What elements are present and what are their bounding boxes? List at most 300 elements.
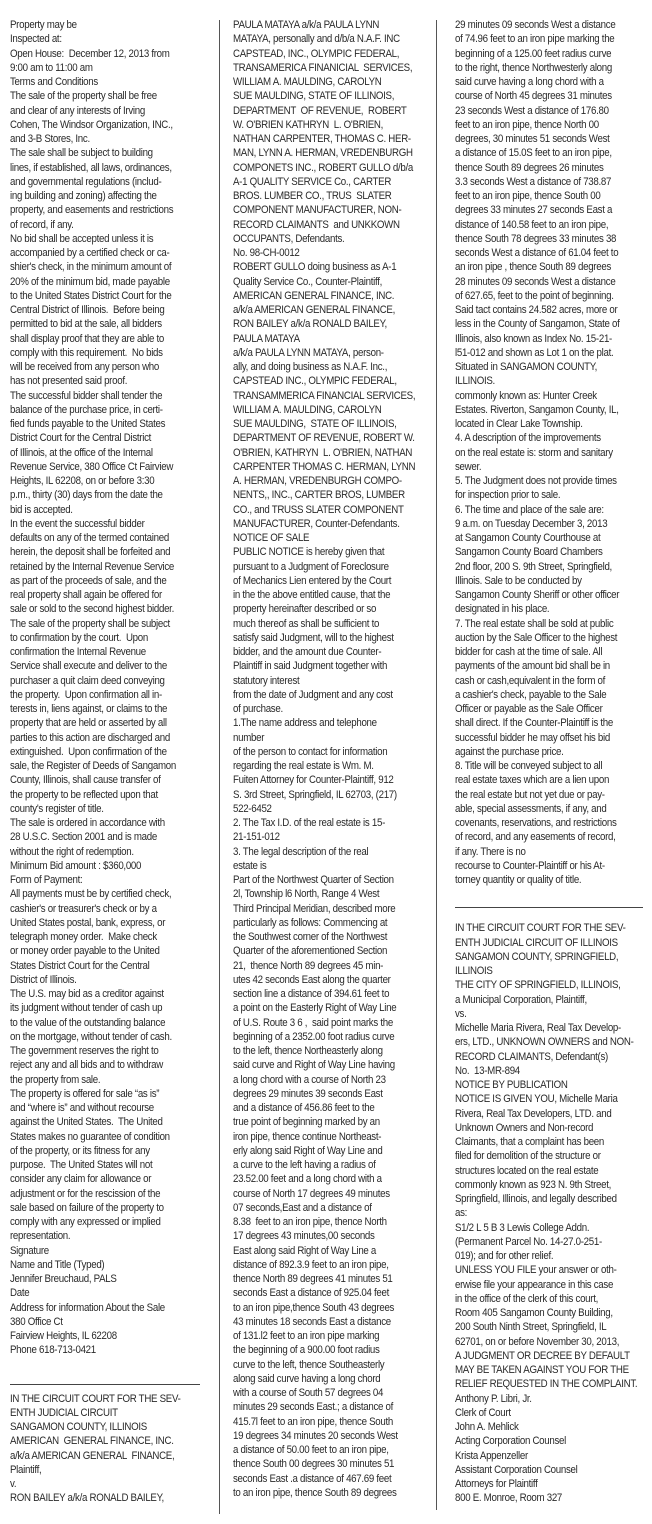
text-line: said curve having a long chord with a (455, 76, 604, 88)
text-line: Situated in SANGAMON COUNTY, (455, 361, 598, 373)
text-line: defaults on any of the termed contained (10, 532, 169, 544)
text-line: District of Illinois. (10, 973, 77, 986)
text-line: thence South 78 degrees 33 minutes 38 (455, 232, 617, 245)
text-line: Room 405 Sangamon County Building, (455, 1307, 613, 1319)
text-line: of record, and any easements of record, (455, 831, 616, 844)
text-line: W. O'BRIEN KATHRYN L. O'BRIEN, (233, 118, 384, 131)
text-line: to the United States District Court for the (10, 289, 172, 302)
text-line: Plaintiff in said Judgment together with (233, 660, 388, 673)
text-line: The government reserves the right to (10, 1045, 159, 1057)
text-line: RECORD CLAIMANTS, Defendant(s) (455, 1050, 608, 1063)
text-line: structures located on the real estate (455, 1164, 599, 1177)
text-line: successful bidder he may offset his bid (455, 731, 610, 744)
text-line: at Sangamon County Courthouse at (455, 532, 601, 544)
text-line: along said curve having a long chord (233, 1372, 381, 1385)
text-line: designated in his place. (455, 603, 550, 616)
text-line: thence South 00 degrees 30 minutes 51 (233, 1458, 395, 1471)
text-line: DEPARTMENT OF REVENUE, ROBERT (233, 104, 407, 117)
text-line: District Court for the Central District (10, 432, 152, 445)
text-line: SUE MAULDING, STATE OF ILLINOIS, (233, 418, 397, 430)
text-line: RON BAILEY a/k/a RONALD BAILEY, (10, 1492, 164, 1505)
text-line: CO., and TRUSS SLATER COMPONENT (233, 503, 404, 516)
text-line: of record, if any. (10, 218, 74, 231)
column-divider (219, 20, 220, 1514)
text-line: RON BAILEY a/k/a RONALD BAILEY, (233, 318, 387, 331)
notice-circuit-court-american-general-finance (10, 1392, 200, 1506)
text-line: the property. Upon confirmation all in- (10, 688, 162, 701)
text-line: degrees 33 minutes 27 seconds East a (455, 204, 613, 217)
text-line: p.m., thirty (30) days from the date the (10, 489, 163, 502)
text-line: adjustment or for the rescission of the (10, 1187, 161, 1200)
text-line: Form of Payment: (10, 874, 83, 886)
text-line: its judgment without tender of cash up (10, 1002, 163, 1015)
text-line: erwise file your appearance in this case (455, 1278, 614, 1291)
text-line: of 627.65, feet to the point of beginning. (455, 289, 614, 302)
text-line: ILLINOIS (455, 965, 493, 977)
text-line: minutes 29 seconds East.; a distance of (233, 1401, 394, 1414)
text-line: a point on the Easterly Right of Way Line (233, 1002, 397, 1015)
text-line: from the date of Judgment and any cost (233, 688, 393, 701)
text-line: as part of the proceeds of sale, and the (10, 574, 167, 587)
text-line: regarding the real estate is Wm. M. (233, 760, 374, 772)
text-line: 2nd floor, 200 S. 9th Street, Springfield, (455, 560, 612, 573)
text-line: commonly known as 923 N. 9th Street, (455, 1178, 612, 1191)
text-line: PAULA MATAYA (233, 332, 300, 345)
text-line: payments of the amount bid shall be in (455, 660, 610, 673)
text-line: 800 E. Monroe, Room 327 (455, 1492, 563, 1505)
text-line: shall display proof that they are able to (10, 332, 165, 345)
text-line: statutory interest (233, 674, 300, 687)
text-line: satisfy said Judgment, will to the highest (233, 631, 394, 644)
text-line: utes 42 seconds East along the quarter (233, 973, 391, 986)
text-line: will be received from any person who (10, 361, 160, 373)
text-line: feet to an iron pipe, thence South 00 (455, 190, 601, 202)
text-line: a long chord with a course of North 23 (233, 1073, 386, 1086)
text-line: ing building and zoning) affecting the (10, 190, 157, 202)
text-line: East along said Right of Way Line a (233, 1244, 377, 1257)
text-line: degrees 29 minutes 39 seconds East (233, 1087, 383, 1100)
text-line: to the value of the outstanding balance (10, 1016, 166, 1029)
text-line: a distance of 50.00 feet to an iron pipe, (233, 1444, 389, 1456)
text-line: ers, LTD., UNKNOWN OWNERS and NON- (455, 1036, 634, 1049)
text-line: the Southwest corner of the Northwest (233, 931, 388, 943)
text-line: NENTS,, INC., CARTER BROS, LUMBER (233, 489, 405, 502)
text-line: representation. (10, 1230, 71, 1243)
text-line: distance of 892.3.9 feet to an iron pipe, (233, 1258, 389, 1271)
text-line: confirmation the Internal Revenue (10, 646, 146, 658)
text-line: sale or sold to the second highest bidder. (10, 603, 174, 616)
text-line: The sale shall be subject to building (10, 147, 153, 160)
text-line: IN THE CIRCUIT COURT FOR THE SEV- (455, 922, 626, 935)
text-line: O'BRIEN, KATHRYN L. O'BRIEN, NATHAN (233, 446, 413, 459)
text-line: cashier's or treasurer's check or by a (10, 902, 157, 915)
text-line: and “where is” and without recourse (10, 1102, 154, 1114)
text-line: NOTICE OF SALE (233, 532, 310, 544)
text-line: iron pipe, thence continue Northeast- (233, 1130, 382, 1143)
notice-sale-legal-description-continued (455, 18, 652, 887)
notice-by-publication-springfield (455, 921, 652, 1505)
text-line: RECORD CLAIMANTS and UNKKOWN (233, 218, 400, 231)
text-line: NOTICE BY PUBLICATION (455, 1079, 568, 1091)
text-line: real estate taxes which are a lien upon (455, 774, 610, 787)
text-line: to the right, thence Northwesterly along (455, 61, 613, 74)
text-line: CAPSTEAD INC., OLYMPIC FEDERAL, (233, 375, 397, 388)
text-line: accompanied by a certified check or ca- (10, 247, 170, 259)
text-line: TRANSAMMERICA FINANCIAL SERVICES, (233, 389, 416, 402)
text-line: 43 minutes 18 seconds East a distance (233, 1315, 391, 1328)
text-line: S. 3rd Street, Springfield, IL 62703, (217) (233, 788, 397, 801)
text-line: number (233, 731, 265, 744)
text-line: with a course of South 57 degrees 04 (233, 1387, 384, 1399)
text-line: much thereof as shall be sufficient to (233, 617, 380, 630)
text-line: WILLIAM A. MAULDING, CAROLYN (233, 76, 382, 88)
text-line: 20% of the minimum bid, made payable (10, 275, 170, 288)
text-line: located in Clear Lake Township. (455, 418, 583, 430)
text-line: MAY BE TAKEN AGAINST YOU FOR THE (455, 1364, 629, 1376)
text-line: of purchase. (233, 703, 283, 715)
text-line: bidder, and the amount due Counter- (233, 646, 382, 658)
text-line: Signature (10, 1244, 49, 1257)
text-line: and clear of any interests of Irving (10, 104, 145, 117)
text-line: beginning of a 2352.00 foot radius curve (233, 1030, 395, 1043)
text-line: vs. (455, 1007, 467, 1020)
text-line: Michelle Maria Rivera, Real Tax Develop- (455, 1022, 621, 1034)
text-line: extinguished. Upon confirmation of the (10, 745, 167, 758)
text-line: curve to the left, thence Southeasterly (233, 1358, 385, 1371)
text-line: Terms and Conditions (10, 76, 98, 88)
text-line: in the the above entitled cause, that the (233, 589, 391, 601)
text-line: 2l, Township l6 North, Range 4 West (233, 888, 380, 901)
text-line: of 74.96 feet to an iron pipe marking the (455, 33, 615, 46)
text-line: Heights, IL 62208, on or before 3:30 (10, 475, 155, 487)
text-line: Anthony P. Libri, Jr. (455, 1392, 532, 1405)
text-line: Krista Appenzeller (455, 1449, 528, 1462)
text-line: a/k/a AMERICAN GENERAL FINANCE, (10, 1449, 175, 1462)
text-line: particularly as follows: Commencing at (233, 916, 388, 929)
text-line: Inspected at: (10, 33, 62, 46)
text-line: and 3-B Stores, Inc. (10, 133, 90, 145)
text-line: Claimants, that a complaint has been (455, 1136, 605, 1148)
text-line: property that are held or asserted by all (10, 717, 167, 730)
text-line: has not presented said proof. (10, 375, 128, 388)
text-line: the property to be reflected upon that (10, 788, 158, 801)
text-line: The sale of the property shall be subject (10, 617, 170, 630)
text-line: of U.S. Route 3 6 , said point marks the (233, 1016, 393, 1029)
text-line: Address for information About the Sale (10, 1301, 165, 1314)
text-line: shier's check, in the minimum amount of (10, 261, 172, 274)
text-line: SUE MAULDING, STATE OF ILLINOIS, (233, 90, 395, 103)
text-line: an iron pipe , thence South 89 degrees (455, 261, 612, 274)
text-line: v. (10, 1478, 17, 1490)
text-line: consider any claim for allowance or (10, 1173, 152, 1186)
text-line: the beginning of a 900.00 foot radius (233, 1344, 380, 1357)
text-line: Officer or payable as the Sale Officer (455, 703, 603, 715)
text-line: 8. Title will be conveyed subject to all (455, 760, 603, 772)
text-line: A JUDGMENT OR DECREE BY DEFAULT (455, 1349, 630, 1362)
text-line: shall direct. If the Counter-Plaintiff is the (455, 717, 613, 730)
text-line: comply with any expressed or implied (10, 1216, 161, 1228)
text-line: Quality Service Co., Counter-Plaintiff, (233, 275, 382, 288)
text-line: terests in, liens against, or claims to the (10, 703, 168, 715)
text-line: PAULA MATAYA a/k/a PAULA LYNN (233, 19, 380, 31)
text-line: balance of the purchase price, in certi- (10, 403, 163, 416)
notice-separator-rule (455, 907, 643, 908)
text-line: without the right of redemption. (10, 845, 134, 858)
text-line: comply with this requirement. No bids (10, 346, 163, 359)
text-line: 4. A description of the improvements (455, 432, 601, 445)
text-line: Illinois. Sale to be conducted by (455, 574, 582, 587)
text-line: A-1 QUALITY SERVICE Co., CARTER (233, 175, 392, 188)
text-line: telegraph money order. Make check (10, 931, 157, 943)
text-line: 17 degrees 43 minutes,00 seconds (233, 1230, 375, 1243)
text-line: permitted to bid at the sale, all bidders (10, 318, 162, 331)
text-line: 7. The real estate shall be sold at public (455, 617, 614, 630)
text-line: 9:00 am to 11:00 am (10, 61, 93, 74)
text-line: NATHAN CARPENTER, THOMAS C. HER- (233, 133, 411, 145)
text-line: Open House: December 12, 2013 from (10, 47, 170, 60)
text-line: Part of the Northwest Quarter of Section (233, 874, 394, 886)
text-line: CAPSTEAD, INC., OLYMPIC FEDERAL, (233, 47, 400, 60)
text-line: real property shall again be offered for (10, 589, 162, 601)
text-line: thence North 89 degrees 41 minutes 51 (233, 1273, 393, 1285)
notice-irs-property-sale (10, 18, 200, 1358)
text-line: thence South 89 degrees 26 minutes (455, 161, 604, 174)
text-line: and a distance of 456.86 feet to the (233, 1102, 375, 1114)
text-line: 5. The Judgment does not provide times (455, 475, 617, 487)
text-line: 23.52.00 feet and a long chord with a (233, 1173, 382, 1186)
text-line: property, and easements and restrictions (10, 204, 174, 217)
text-line: course of North 45 degrees 31 minutes (455, 90, 612, 103)
text-line: In the event the successful bidder (10, 517, 145, 530)
text-line: to an iron pipe, thence South 89 degrees (233, 1486, 397, 1499)
text-line: reject any and all bids and to withdraw (10, 1059, 163, 1072)
text-line: 522-6452 (233, 802, 272, 815)
text-line: section line a distance of 394.61 feet to (233, 988, 390, 1000)
text-line: 3. The legal description of the real (233, 845, 369, 858)
text-line: feet to an iron pipe, thence North 00 (455, 118, 599, 131)
text-line: filed for demolition of the structure or (455, 1150, 601, 1163)
text-line: Phone 618-713-0421 (10, 1344, 96, 1357)
text-line: No. 13-MR-894 (455, 1064, 520, 1077)
text-line: 28 U.S.C. Section 2001 and is made (10, 831, 157, 844)
text-line: against the purchase price. (455, 745, 564, 758)
text-line: recourse to Counter-Plaintiff or his At- (455, 859, 605, 872)
text-line: distance of 140.58 feet to an iron pipe, (455, 218, 609, 231)
text-line: Property may be (10, 19, 77, 31)
text-line: Service shall execute and deliver to the (10, 660, 168, 673)
text-line: herein, the deposit shall be forfeited and (10, 546, 171, 559)
text-line: a/k/a PAULA LYNN MATAYA, person- (233, 346, 384, 359)
text-line: 8.38 feet to an iron pipe, thence North (233, 1216, 387, 1228)
text-line: to an iron pipe,thence South 43 degrees (233, 1301, 395, 1314)
text-line: bidder for cash at the time of sale. All (455, 646, 603, 658)
text-line: United States postal, bank, express, or (10, 916, 166, 929)
text-line: Sangamon County Board Chambers (455, 546, 603, 559)
text-line: purchaser a quit claim deed conveying (10, 674, 165, 687)
text-line: States makes no guarantee of condition (10, 1130, 170, 1143)
text-line: on the real estate is: storm and sanitary (455, 446, 613, 459)
text-line: Springfield, Illinois, and legally described (455, 1193, 617, 1205)
text-line: beginning of a 125.00 feet radius curve (455, 47, 612, 60)
text-line: No bid shall be accepted unless it is (10, 232, 154, 245)
text-line: The sale of the property shall be free (10, 90, 157, 103)
text-line: DEPARTMENT OF REVENUE, ROBERT W. (233, 432, 415, 445)
text-line: Central District of Illinois. Before being (10, 304, 165, 316)
text-line: Quarter of the aforementioned Section (233, 945, 388, 958)
text-line: SANGAMON COUNTY, SPRINGFIELD, (455, 950, 619, 963)
text-line: parties to this action are discharged and (10, 731, 170, 744)
text-line: SANGAMON COUNTY, ILLINOIS (10, 1421, 147, 1433)
block-gap (455, 887, 652, 921)
text-line: The property is offered for sale “as is” (10, 1087, 160, 1100)
text-line: Cohen, The Windsor Organization, INC., (10, 118, 173, 131)
text-line: of the property, or its fitness for any (10, 1144, 150, 1157)
text-line: ENTH JUDICIAL CIRCUIT (10, 1406, 118, 1419)
text-line: 21-151-012 (233, 831, 280, 844)
text-line: Jennifer Breuchaud, PALS (10, 1273, 117, 1285)
text-line: Date (10, 1287, 30, 1300)
text-line: 019); and for other relief. (455, 1250, 554, 1262)
text-line: able, special assessments, if any, and (455, 802, 607, 815)
text-line: Illinois, also known as Index No. 15-21- (455, 332, 612, 345)
text-line: ally, and doing business as N.A.F. Inc., (233, 361, 388, 373)
text-line: or money order payable to the United (10, 945, 160, 958)
text-line: Fuiten Attorney for Counter-Plaintiff, 912 (233, 774, 394, 787)
text-line: OCCUPANTS, Defendants. (233, 232, 345, 245)
text-line: covenants, reservations, and restrictions (455, 817, 617, 829)
text-line: TRANSAMERICA FINANICIAL SERVICES, (233, 61, 413, 74)
text-line: Said tact contains 24.582 acres, more or (455, 304, 618, 316)
text-line: to confirmation by the court. Upon (10, 631, 148, 644)
text-line: Revenue Service, 380 Office Ct Fairview (10, 460, 174, 473)
text-line: county's register of title. (10, 802, 104, 815)
text-line: of 131.l2 feet to an iron pipe marking (233, 1330, 380, 1342)
text-line: 19 degrees 34 minutes 20 seconds West (233, 1429, 398, 1442)
text-line: WILLIAM A. MAULDING, CAROLYN (233, 403, 382, 416)
text-line: Assistant Corporation Counsel (455, 1463, 578, 1476)
text-line: a/k/a AMERICAN GENERAL FINANCE, (233, 304, 395, 316)
text-line: course of North 17 degrees 49 minutes (233, 1187, 390, 1200)
notice-sale-mechanics-lien-continued (233, 18, 430, 1500)
text-line: pursuant to a Judgment of Foreclosure (233, 560, 389, 573)
text-line: 23 seconds West a distance of 176.80 (455, 104, 609, 117)
text-line: States District Court for the Central (10, 959, 150, 972)
text-line: as: (455, 1207, 468, 1220)
text-line: of Illinois, at the office of the Internal (10, 446, 153, 459)
text-line: 9 a.m. on Tuesday December 3, 2013 (455, 517, 608, 530)
text-line: 380 Office Ct (10, 1315, 63, 1328)
text-line: S1/2 L 5 B 3 Lewis College Addn. (455, 1221, 590, 1234)
text-line: 2. The Tax I.D. of the real estate is 15- (233, 817, 386, 829)
text-line: MAN, LYNN A. HERMAN, VREDENBURGH (233, 147, 413, 160)
text-line: IN THE CIRCUIT COURT FOR THE SEV- (10, 1392, 181, 1405)
text-line: Plaintiff, (10, 1463, 42, 1476)
text-line: torney quantity or quality of title. (455, 874, 582, 886)
text-line: erly along said Right of Way Line and (233, 1144, 383, 1157)
text-line: 3.3 seconds West a distance of 738.87 (455, 175, 612, 188)
text-line: Name and Title (Typed) (10, 1258, 105, 1271)
text-line: 6. The time and place of the sale are: (455, 503, 604, 516)
text-line: Third Principal Meridian, described more (233, 902, 396, 915)
text-line: estate is (233, 859, 267, 872)
text-line: Clerk of Court (455, 1406, 511, 1419)
text-line: true point of beginning marked by an (233, 1116, 380, 1129)
text-line: sale, the Register of Deeds of Sangamon (10, 760, 176, 772)
text-line: Sangamon County Sheriff or other officer (455, 589, 620, 601)
text-line: Minimum Bid amount : $360,000 (10, 859, 142, 872)
text-line: NOTICE IS GIVEN YOU, Michelle Maria (455, 1093, 618, 1106)
text-line: seconds East .a distance of 467.69 feet (233, 1472, 392, 1485)
text-line: for inspection prior to sale. (455, 489, 561, 502)
text-line: The sale is ordered in accordance with (10, 817, 165, 829)
text-line: AMERICAN GENERAL FINANCE, INC. (233, 289, 395, 302)
text-line: and governmental regulations (includ- (10, 175, 162, 188)
text-line: purpose. The United States will not (10, 1159, 153, 1171)
text-line: to the left, thence Northeasterly along (233, 1045, 383, 1057)
text-line: 28 minutes 09 seconds West a distance (455, 275, 616, 288)
text-line: No. 98-CH-0012 (233, 247, 300, 259)
text-line: AMERICAN GENERAL FINANCE, INC. (10, 1435, 174, 1448)
text-line: Attorneys for Plaintiff (455, 1478, 538, 1490)
text-line: ROBERT GULLO doing business as A-1 (233, 261, 397, 274)
text-line: of the person to contact for information (233, 745, 388, 758)
text-line: (Permanent Parcel No. 14-27.0-251- (455, 1235, 602, 1248)
text-line: bid is accepted. (10, 503, 73, 516)
text-line: John A. Mehlick (455, 1421, 519, 1433)
text-line: a Municipal Corporation, Plaintiff, (455, 993, 587, 1006)
column-divider (436, 20, 437, 1510)
text-line: Rivera, Real Tax Developers, LTD. and (455, 1107, 612, 1120)
text-line: PUBLIC NOTICE is hereby given that (233, 546, 385, 559)
text-line: 21, thence North 89 degrees 45 min- (233, 959, 384, 972)
text-line: ILLINOIS. (455, 375, 495, 388)
text-line: ENTH JUDICIAL CIRCUIT OF ILLINOIS (455, 936, 618, 949)
text-line: fied funds payable to the United States (10, 418, 166, 430)
text-line: MATAYA, personally and d/b/a N.A.F. INC (233, 33, 400, 46)
text-line: MANUFACTURER, Counter-Defendants. (233, 517, 400, 530)
text-line: sewer. (455, 460, 482, 473)
text-line: All payments must be by certified check, (10, 888, 172, 901)
text-line: The successful bidder shall tender the (10, 389, 163, 402)
text-line: degrees, 30 minutes 51 seconds West (455, 133, 610, 145)
text-line: Fairview Heights, IL 62208 (10, 1330, 117, 1342)
text-line: l51-012 and shown as Lot 1 on the plat. (455, 346, 614, 359)
text-line: in the office of the clerk of this court, (455, 1292, 599, 1305)
text-line: property hereinafter described or so (233, 603, 377, 616)
text-line: of Mechanics Lien entered by the Court (233, 574, 392, 587)
column-1 (10, 18, 200, 1506)
text-line: COMPONENT MANUFACTURER, NON- (233, 204, 402, 217)
text-line: The U.S. may bid as a creditor against (10, 988, 164, 1000)
text-line: COMPONETS INC., ROBERT GULLO d/b/a (233, 161, 413, 174)
notice-separator-rule (10, 1384, 200, 1385)
text-line: said curve and Right of Way Line having (233, 1059, 395, 1072)
text-line: seconds East a distance of 925.04 feet (233, 1287, 389, 1300)
text-line: a cashier's check, payable to the Sale (455, 688, 607, 701)
text-line: sale based on failure of the property to (10, 1201, 164, 1214)
text-line: RELIEF REQUESTED IN THE COMPLAINT. (455, 1378, 638, 1391)
text-line: a distance of 15.0S feet to an iron pipe, (455, 147, 612, 160)
text-line: the property from sale. (10, 1073, 101, 1086)
text-line: 29 minutes 09 seconds West a distance (455, 19, 616, 31)
text-line: on the mortgage, without tender of cash. (10, 1030, 172, 1043)
text-line: Estates. Riverton, Sangamon County, IL, (455, 403, 619, 416)
text-line: 1.The name address and telephone (233, 717, 377, 730)
text-line: commonly known as: Hunter Creek (455, 389, 597, 402)
text-line: Acting Corporation Counsel (455, 1435, 566, 1448)
block-gap (10, 1358, 200, 1392)
text-line: auction by the Sale Officer to the highest (455, 631, 618, 644)
